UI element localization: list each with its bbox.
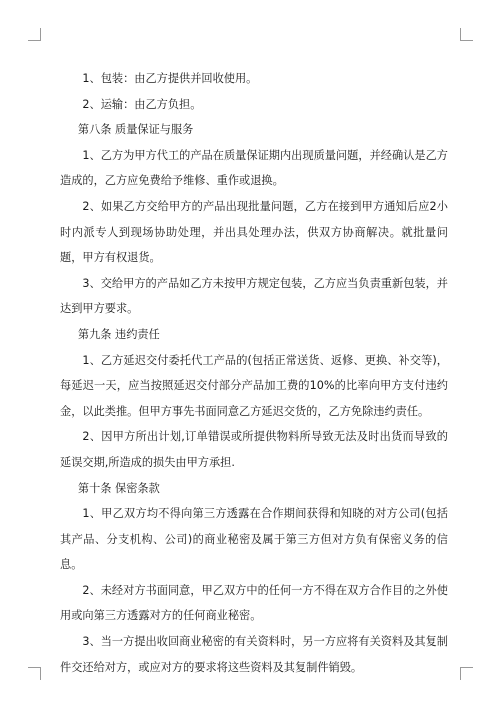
paragraph-transport: 2、运输：由乙方负担。 (82, 97, 202, 111)
paragraph-quality-2: 2、如果乙方交给甲方的产品出现批量问题，乙方在接到甲方通知后应2小时内派专人到现场协助处理，并出具处理办法，供双方协商解决。就批量问题，甲方有权退货。 (60, 199, 448, 265)
paragraph-quality-1: 1、乙方为甲方代工的产品在质量保证期内出现质量问题，并经确认是乙方造成的，乙方应免费给予维修、重作或退换。 (60, 148, 448, 188)
paragraph-breach-1: 1、乙方延迟交付委托代工产品的(包括正常送货、返修、更换、补交等)，每延迟一天，应当按照延迟交付部分产品加工费的10%的比率向甲方支付违约金，以此类推。但甲方事先书面同意乙方延迟交货的，乙方免除违约责任。 (60, 353, 448, 418)
paragraph-breach-2: 2、因甲方所出计划,订单错误或所提供物料所导致无法及时出货而导致的延误交期,所造成的损失由甲方承担. (60, 430, 448, 469)
crop-mark-top-right (460, 28, 473, 41)
crop-mark-bottom-right (460, 667, 473, 680)
article-10-heading: 第十条 保密条款 (77, 481, 160, 495)
paragraph-confidentiality-3: 3、当一方提出收回商业秘密的有关资料时，另一方应将有关资料及其复制件交还给对方，或应对方的要求将这些资料及其复制件销毁。 (60, 635, 448, 674)
paragraph-quality-3: 3、交给甲方的产品如乙方未按甲方规定包装，乙方应当负责重新包装，并达到甲方要求。 (60, 276, 448, 316)
crop-mark-bottom-left (28, 667, 41, 680)
article-9-heading: 第九条 违约责任 (77, 327, 160, 341)
paragraph-confidentiality-2: 2、未经对方书面同意，甲乙双方中的任何一方不得在双方合作目的之外使用或向第三方透露对方的任何商业秘密。 (60, 583, 448, 623)
crop-mark-top-left (28, 28, 41, 41)
paragraph-packaging: 1、包装：由乙方提供并回收使用。 (82, 72, 258, 85)
document-body (60, 66, 448, 680)
paragraph-confidentiality-1: 1、甲乙双方均不得向第三方透露在合作期间获得和知晓的对方公司(包括其产品、分支机构、公司)的商业秘密及属于第三方但对方负有保密义务的信息。 (60, 507, 448, 572)
article-8-heading: 第八条 质量保证与服务 (77, 123, 194, 137)
